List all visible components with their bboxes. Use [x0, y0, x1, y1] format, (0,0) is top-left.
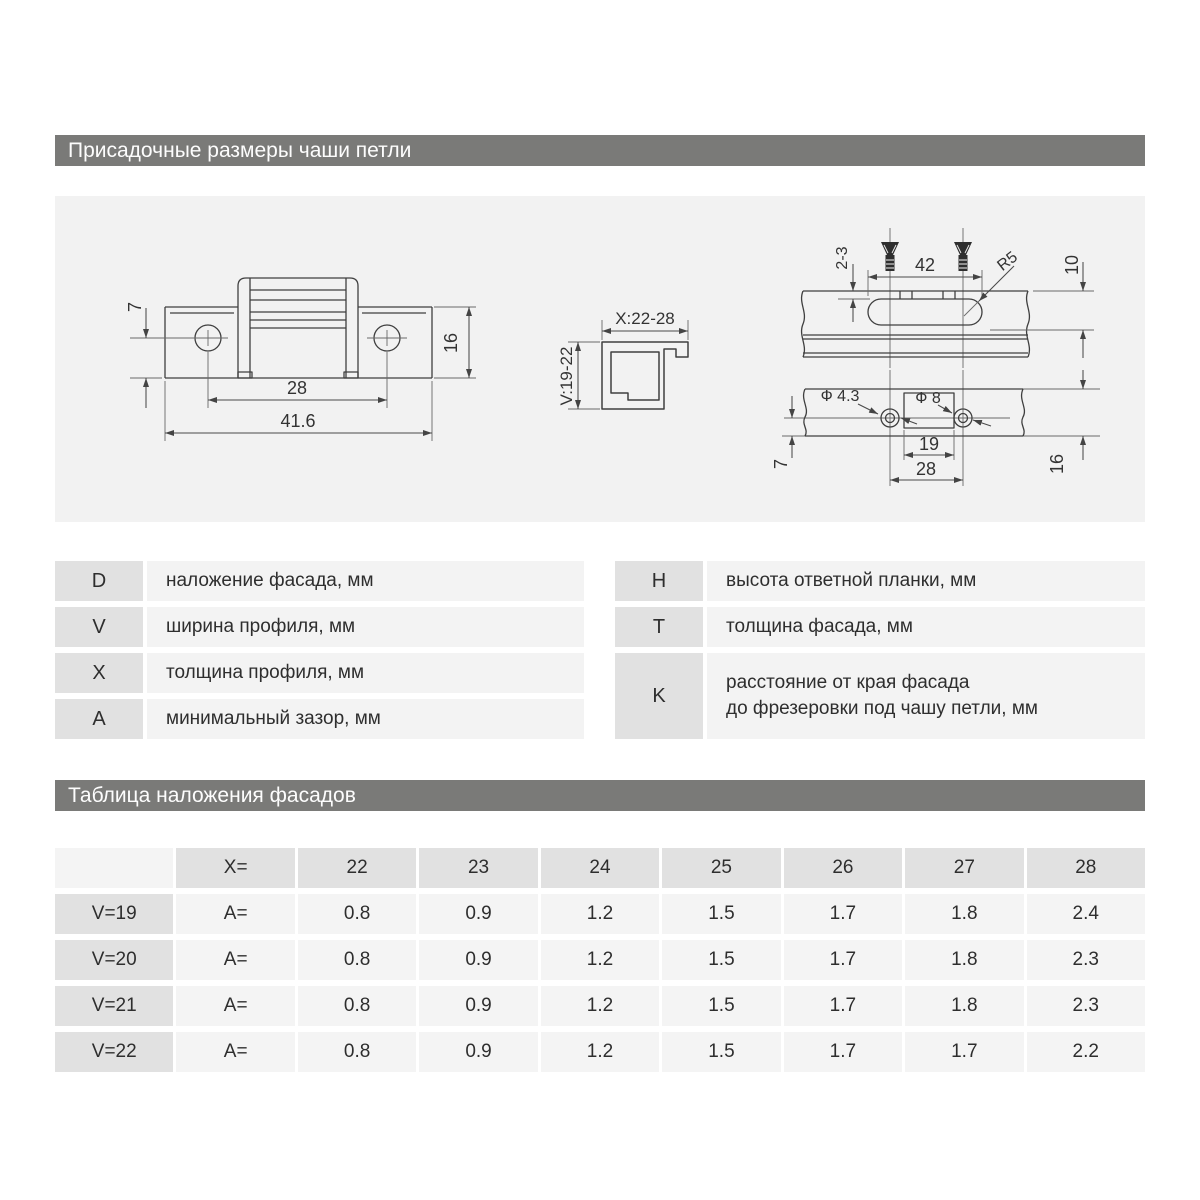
table-value: 2.3: [1027, 940, 1145, 980]
legend-description-line1: расстояние от края фасада: [726, 672, 970, 693]
table-value: 1.7: [905, 1032, 1023, 1072]
legend-key: K: [615, 653, 703, 739]
dimension-label: 7: [125, 301, 145, 313]
legend-row-H: [615, 561, 1145, 601]
table-value: 0.9: [419, 986, 537, 1026]
countersunk-screw: [954, 242, 972, 271]
legend-description-text: толщина профиля, мм: [166, 662, 365, 683]
table-value: 2.3: [1027, 986, 1145, 1026]
dimension-label: 41.6: [280, 411, 316, 431]
table-row-label: V=20: [55, 940, 173, 980]
table-value: 1.7: [784, 986, 902, 1026]
table-value: 2.2: [1027, 1032, 1145, 1072]
table-value: 1.2: [541, 940, 659, 980]
table-value: 1.2: [541, 986, 659, 1026]
table-header-value: 23: [419, 848, 537, 888]
hinge-front-view-drawing: [100, 250, 500, 470]
table-value: 1.2: [541, 1032, 659, 1072]
dimension-label: 2-3: [834, 246, 851, 270]
legend-description-text: наложение фасада, мм: [166, 570, 374, 591]
table-value: 1.7: [784, 894, 902, 934]
table-value: 1.8: [905, 986, 1023, 1026]
dimension-label: Ф 8: [915, 390, 941, 407]
dimension-label: 28: [915, 459, 937, 479]
table-a-label: A=: [176, 940, 294, 980]
legend-key: V: [55, 607, 143, 647]
table-value: 1.8: [905, 940, 1023, 980]
table-value: 1.8: [905, 894, 1023, 934]
table-value: 1.5: [662, 986, 780, 1026]
dimension-label: 10: [1062, 254, 1082, 276]
legend-left-column: [55, 561, 584, 739]
legend-key: T: [615, 607, 703, 647]
table-value: 1.5: [662, 1032, 780, 1072]
legend-description-text: минимальный зазор, мм: [166, 708, 381, 729]
legend-row-V: [55, 607, 584, 647]
dimension-label: V:19-22: [557, 346, 576, 406]
legend-description-text: высота ответной планки, мм: [726, 570, 977, 591]
legend-row-T: [615, 607, 1145, 647]
dimension-label: R5: [994, 248, 1021, 275]
table-header-value: 25: [662, 848, 780, 888]
countersunk-screw: [881, 242, 899, 271]
dimension-label: 28: [286, 378, 308, 398]
profile-holes-drawing: [770, 370, 1110, 510]
legend-description-text: ширина профиля, мм: [166, 616, 356, 637]
diagram-panel: [55, 196, 1145, 522]
legend-description: [707, 653, 1145, 739]
table-a-label: A=: [176, 986, 294, 1026]
table-header-value: 28: [1027, 848, 1145, 888]
legend-key: D: [55, 561, 143, 601]
legend-row-X: [55, 653, 584, 693]
legend-description: [147, 607, 584, 647]
profile-cross-section-drawing: [540, 290, 720, 440]
dimension-label: 42: [914, 255, 936, 275]
table-header-value: 24: [541, 848, 659, 888]
table-corner-cell: [55, 848, 173, 888]
section-title-drilling-dimensions: Присадочные размеры чаши петли: [55, 135, 1145, 166]
table-row-label: V=21: [55, 986, 173, 1026]
legend-key: X: [55, 653, 143, 693]
table-row-label: V=19: [55, 894, 173, 934]
table-value: 1.5: [662, 940, 780, 980]
legend-description: [147, 653, 584, 693]
table-a-label: A=: [176, 1032, 294, 1072]
legend-description-line2: до фрезеровки под чашу петли, мм: [726, 698, 1038, 719]
section-title-overlay-table: Таблица наложения фасадов: [55, 780, 1145, 811]
table-value: 0.8: [298, 940, 416, 980]
dimension-label: 7: [771, 458, 791, 470]
table-header-value: 26: [784, 848, 902, 888]
overlay-table: [55, 848, 1145, 1072]
table-value: 1.7: [784, 1032, 902, 1072]
legend-key: A: [55, 699, 143, 739]
legend-row-D: [55, 561, 584, 601]
dimension-label: Ф 4.3: [820, 388, 860, 405]
legend-description: [147, 561, 584, 601]
legend-description: [707, 607, 1145, 647]
table-header-value: 27: [905, 848, 1023, 888]
legend-description-text: толщина фасада, мм: [726, 616, 913, 637]
legend-description: [147, 699, 584, 739]
table-header-x: X=: [176, 848, 294, 888]
dimension-label: 19: [918, 434, 940, 454]
legend-right-column: [615, 561, 1145, 739]
table-value: 0.8: [298, 1032, 416, 1072]
legend-key: H: [615, 561, 703, 601]
dimension-label: 16: [441, 332, 461, 354]
legend-row-K: [615, 653, 1145, 739]
legend-description: [707, 561, 1145, 601]
table-value: 0.8: [298, 986, 416, 1026]
table-value: 0.9: [419, 940, 537, 980]
legend-row-A: [55, 699, 584, 739]
dimension-label: X:22-28: [615, 309, 675, 328]
table-value: 1.7: [784, 940, 902, 980]
table-value: 0.9: [419, 1032, 537, 1072]
table-row-label: V=22: [55, 1032, 173, 1072]
table-value: 1.5: [662, 894, 780, 934]
table-value: 1.2: [541, 894, 659, 934]
table-value: 2.4: [1027, 894, 1145, 934]
table-a-label: A=: [176, 894, 294, 934]
dimension-label: 16: [1047, 453, 1067, 475]
table-value: 0.9: [419, 894, 537, 934]
table-header-value: 22: [298, 848, 416, 888]
table-value: 0.8: [298, 894, 416, 934]
